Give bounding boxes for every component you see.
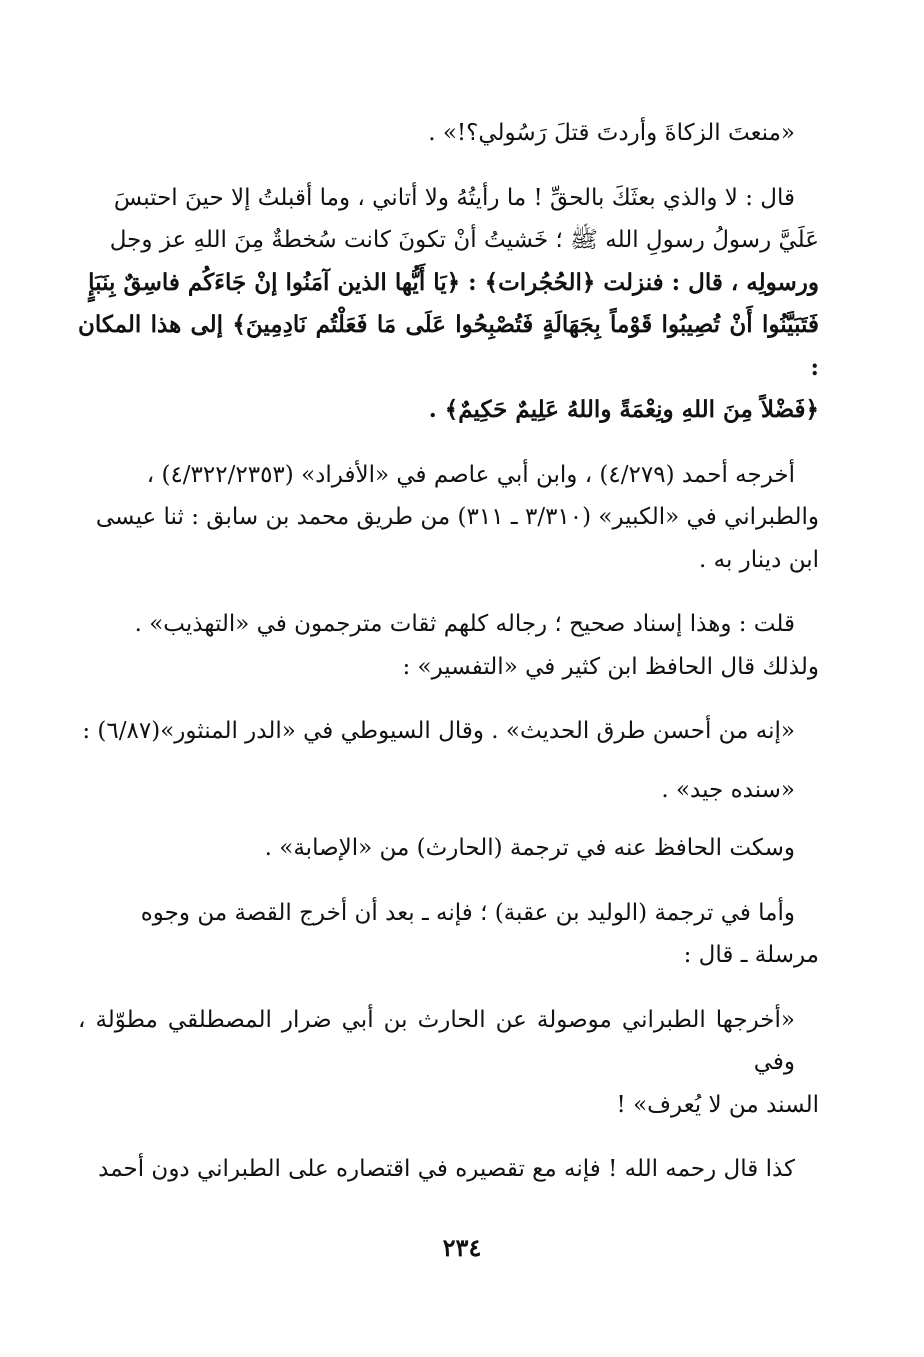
- text-line: وأما في ترجمة (الوليد بن عقبة) ؛ فإنه ـ بعد أن أخرج القصة من وجوه: [140, 899, 795, 926]
- paragraph-quote-zakat: [78, 112, 819, 155]
- paragraph-author-comment: [78, 1148, 819, 1191]
- page-number: ٢٣٤: [442, 1233, 482, 1262]
- text-line: عَلَيَّ رسولُ رسولِ الله ﷺ ؛ خَشيتُ أنْ تكونَ كانت سُخطةٌ مِنَ اللهِ عز وجل: [109, 227, 819, 253]
- text-line: «إنه من أحسن طرق الحديث» . وقال السيوطي في «الدر المنثور»(٦/٨٧) :: [82, 718, 795, 744]
- paragraph-quote-ibn-kathir: [78, 710, 819, 753]
- paragraph-isaba-note: [78, 827, 819, 870]
- paragraph-quote-suyuti: [78, 769, 819, 812]
- text-line: «سنده جيد» .: [661, 776, 795, 803]
- paragraph-quote-tabarani: [78, 999, 819, 1127]
- paragraph-takhrij: [78, 454, 819, 582]
- quran-verse-line: ﴿فَضْلاً مِنَ اللهِ ونِعْمَةً واللهُ عَلِيمٌ حَكِيمٌ﴾ .: [428, 396, 819, 423]
- text-line: أخرجه أحمد (٤/٢٧٩) ، وابن أبي عاصم في «الأفراد» (٤/٣٢٢/٢٣٥٣) ،: [146, 461, 795, 488]
- text-line: «منعتَ الزكاةَ وأردتَ قتلَ رَسُولي؟!» .: [428, 120, 795, 146]
- text-line: السند من لا يُعرف» !: [616, 1091, 819, 1118]
- quran-verse-line: فَتَبَيَّنُوا أَنْ تُصِيبُوا قَوْماً بِجَهَالَةٍ فَتُصْبِحُوا عَلَى مَا فَعَلْتُم نَادِمِينَ﴾ إلى هذا المكان :: [78, 311, 819, 381]
- text-line: مرسلة ـ قال :: [683, 942, 819, 968]
- text-line: ولذلك قال الحافظ ابن كثير في «التفسير» :: [402, 653, 819, 680]
- quran-verse-line: ورسولِه ، قال : فنزلت ﴿الحُجُرات﴾ : ﴿يَا أَيُّها الذين آمَنُوا إنْ جَاءَكُم فاسِقٌ بِنَبَإٍ: [88, 268, 819, 296]
- text-line: قال : لا والذي بعثَكَ بالحقِّ ! ما رأيتُهُ ولا أتاني ، وما أقبلتُ إلا حينَ احتبسَ: [113, 184, 795, 211]
- text-line: ابن دينار به .: [699, 546, 819, 573]
- text-line: كذا قال رحمه الله ! فإنه مع تقصيره في اقتصاره على الطبراني دون أحمد: [98, 1156, 795, 1182]
- text-line: وسكت الحافظ عنه في ترجمة (الحارث) من «الإصابة» .: [264, 835, 795, 861]
- text-line: «أخرجها الطبراني موصولة عن الحارث بن أبي ضرار المصطلقي مطوّلة ، وفي: [78, 1006, 795, 1075]
- text-line: والطبراني في «الكبير» (٣/٣١٠ ـ ٣١١) من طريق محمد بن سابق : ثنا عيسى: [95, 504, 819, 530]
- paragraph-walid-biography: [78, 892, 819, 977]
- paragraph-isnad-assessment: [78, 603, 819, 688]
- paragraph-narration: [78, 177, 819, 432]
- text-line: قلت : وهذا إسناد صحيح ؛ رجاله كلهم ثقات مترجمون في «التهذيب» .: [134, 611, 795, 637]
